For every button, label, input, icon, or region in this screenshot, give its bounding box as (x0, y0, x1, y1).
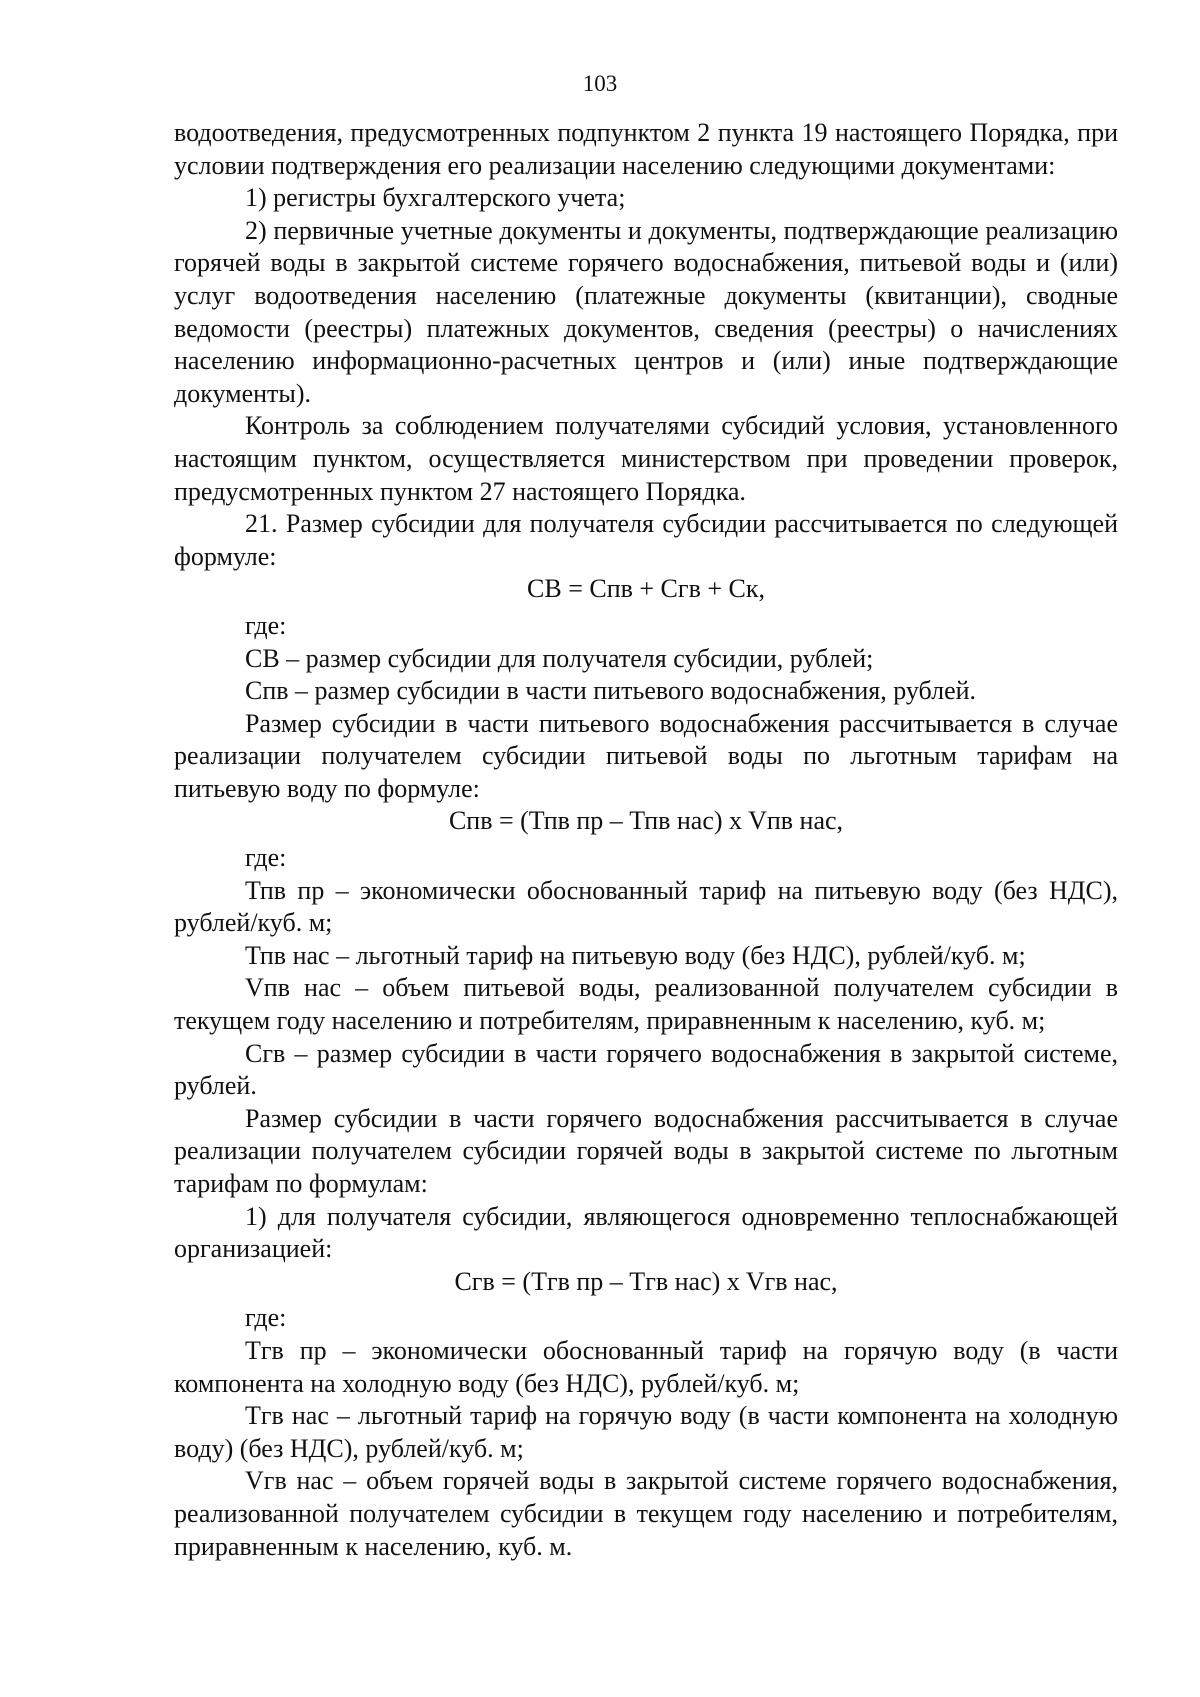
paragraph: Контроль за соблюдением получателями субсидий условия, установленного настоящим пунктом, осуществляется министерством при проведении проверок, предусмотренных пунктом 27 настоящего Порядка. (174, 411, 1118, 506)
document-body (174, 117, 1118, 1563)
paragraph: 21. Размер субсидии для получателя субсидии рассчитывается по следующей формуле: (174, 509, 1118, 571)
paragraph: Vгв нас – объем горячей воды в закрытой системе горячего водоснабжения, реализованной получателем субсидии в текущем году населению и потребителям, приравненным к населению, куб. м. (174, 1466, 1118, 1561)
paragraph: Размер субсидии в части горячего водоснабжения рассчитывается в случае реализации получателем субсидии горячей воды в закрытой системе по льготным тарифам по формулам: (174, 1103, 1118, 1198)
paragraph: СВ – размер субсидии для получателя субсидии, рублей; (245, 643, 874, 673)
formula: Спв = (Тпв пр – Тпв нас) x Vпв нас, (448, 806, 844, 836)
paragraph: Тгв пр – экономически обоснованный тариф на горячую воду (в части компонента на холодную воду (без НДС), рублей/куб. м; (174, 1335, 1118, 1398)
page-number: 103 (582, 71, 618, 96)
paragraph: Размер субсидии в части питьевого водоснабжения рассчитывается в случае реализации получателем субсидии питьевой воды по льготным тарифам на питьевую воду по формуле: (174, 708, 1118, 803)
paragraph: 2) первичные учетные документы и документы, подтверждающие реализацию горячей воды в закрытой системе горячего водоснабжения, питьевой воды и (или) услуг водоотведения населению (платежные документы (квитанции), сводные ведомости (реестры) платежных документов, сведения (реестры) о начислениях населению информационно-расчетных центров и (или) иные подтверждающие документы). (174, 215, 1118, 408)
paragraph: Тпв пр – экономически обоснованный тариф на питьевую воду (без НДС), рублей/куб. м; (174, 875, 1118, 938)
paragraph: где: (245, 1303, 287, 1333)
paragraph: Тпв нас – льготный тариф на питьевую воду (без НДС), рублей/куб. м; (245, 940, 1026, 970)
paragraph: где: (245, 843, 287, 873)
paragraph: водоотведения, предусмотренных подпунктом 2 пункта 19 настоящего Порядка, при условии подтверждения его реализации населению следующими документами: (174, 118, 1118, 180)
paragraph: где: (245, 610, 287, 640)
paragraph: 1) для получателя субсидии, являющегося одновременно теплоснабжающей организацией: (174, 1201, 1118, 1264)
paragraph: 1) регистры бухгалтерского учета; (245, 183, 626, 213)
paragraph: Спв – размер субсидии в части питьевого водоснабжения, рублей. (245, 676, 977, 706)
formula: СВ = Спв + Сгв + Ск, (527, 574, 765, 604)
paragraph: Vпв нас – объем питьевой воды, реализованной получателем субсидии в текущем году населению и потребителям, приравненным к населению, куб. м; (174, 973, 1118, 1036)
paragraph: Сгв – размер субсидии в части горячего водоснабжения в закрытой системе, рублей. (174, 1038, 1118, 1101)
formula: Сгв = (Тгв пр – Тгв нас) x Vгв нас, (454, 1266, 838, 1296)
paragraph: Тгв нас – льготный тариф на горячую воду (в части компонента на холодную воду) (без НДС), рублей/куб. м; (174, 1401, 1118, 1463)
